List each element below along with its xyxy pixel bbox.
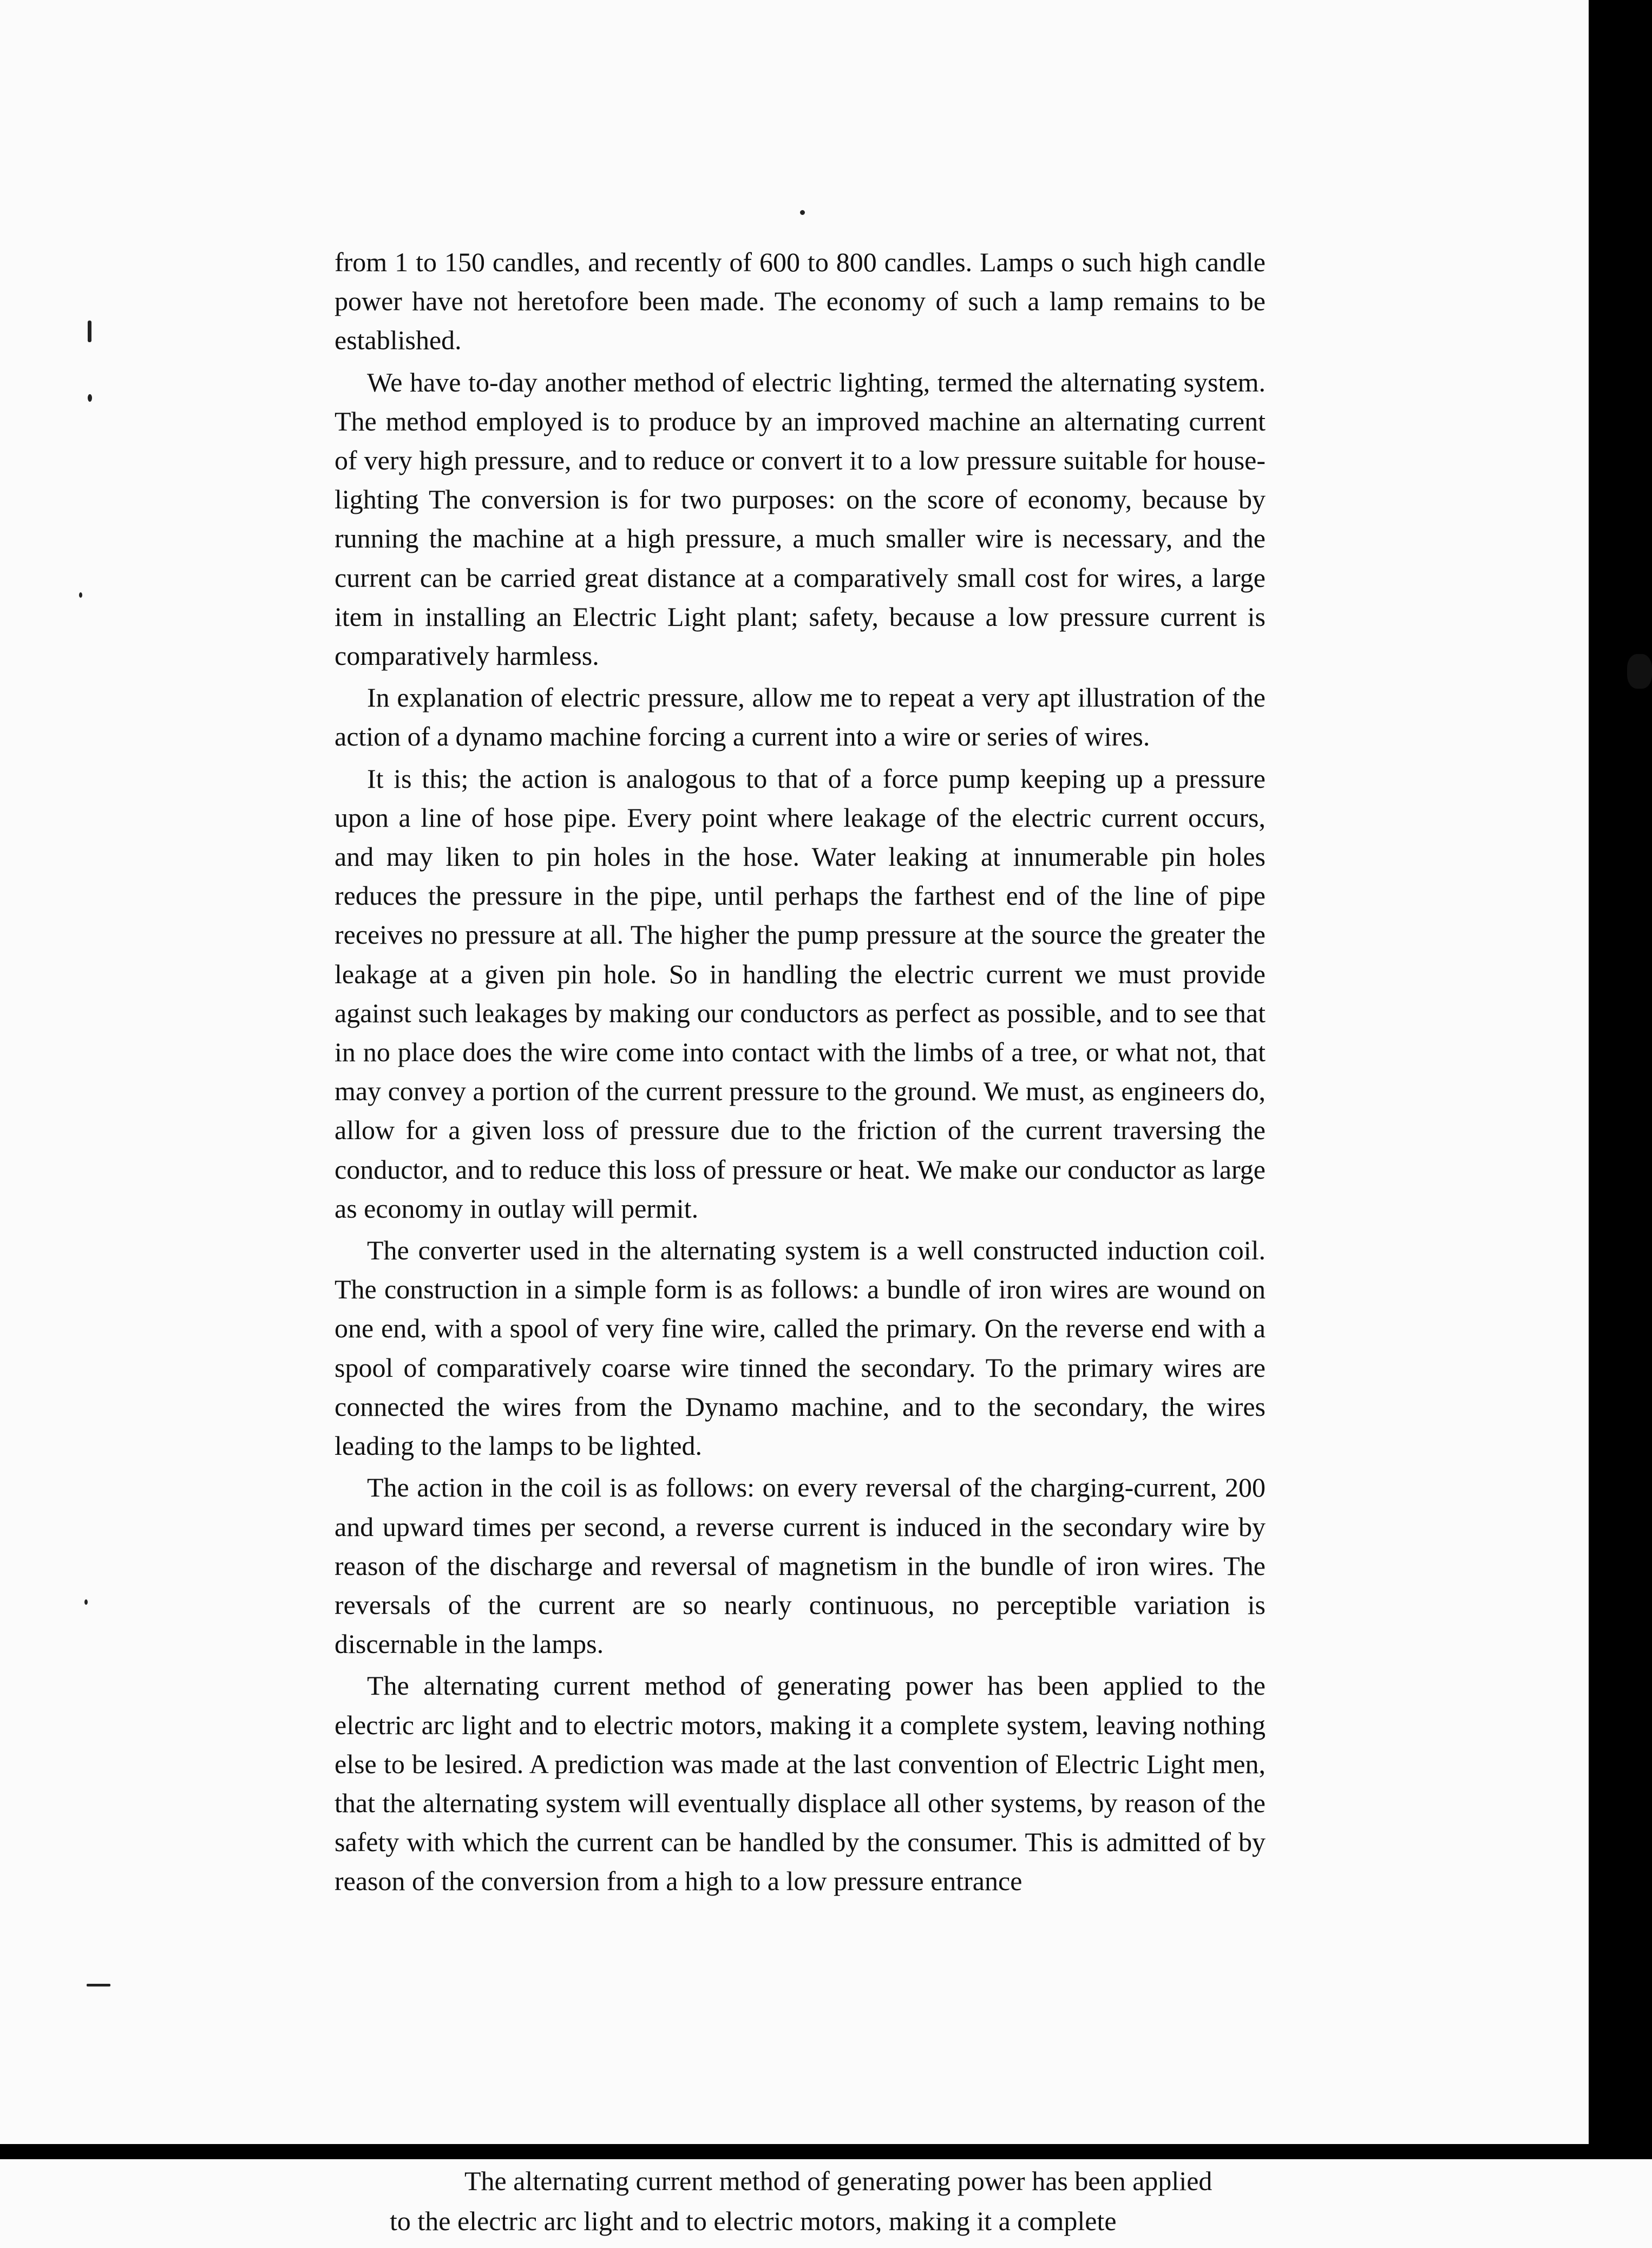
strip-line: to the electric arc light and to electric motors, making it a complete [390, 2206, 1117, 2236]
paragraph: The action in the coil is as follows: on every reversal of the charging-current, 200 and upward times per second, a reverse current is induced in the secondary wire by reason of the discharge and reversal of magnetism in the bundle of iron wires. The reversals of the current are so nearly continuous, no perceptible variation is discernable in the lamps. [335, 1472, 1266, 1659]
scan-speck [84, 1599, 88, 1605]
edge-scan-mark [1627, 654, 1652, 689]
scan-speck [79, 592, 82, 598]
scan-speck [800, 210, 805, 215]
scan-speck [87, 1984, 110, 1986]
document-body [335, 243, 1266, 1901]
paragraph: In explanation of electric pressure, allow me to repeat a very apt illustration of the action of a dynamo machine forcing a current into a wire or series of wires. [335, 682, 1266, 752]
scan-speck [88, 321, 91, 342]
paragraph: from 1 to 150 candles, and recently of 600 to 800 candles. Lamps o such high candle power have not heretofore been made. The economy of such a lamp remains to be established. [335, 247, 1266, 356]
paragraph: The alternating current method of generating power has been applied to the electric arc light and to electric motors, making it a complete system, leaving nothing else to be lesired. A prediction was made at the last convention of Electric Light men, that the alternating system will eventually displace all other systems, by reason of the safety with which the current can be handled by the consumer. This is admitted of by reason of the conversion from a high to a low pressure entrance [335, 1670, 1266, 1897]
paragraph: It is this; the action is analogous to that of a force pump keeping up a pressure upon a line of hose pipe. Every point where leakage of the electric current occurs, and may liken to pin holes in the hose. Water leaking at innumerable pin holes reduces the pressure in the pipe, until perhaps the farthest end of the line of pipe receives no pressure at all. The higher the pump pressure at the source the greater the leakage at a given pin hole. So in handling the electric current we must provide against such leakages by making our conductors as perfect as possible, and to see that in no place does the wire come into contact with the limbs of a tree, or what not, that may convey a portion of the current pressure to the ground. We must, as engineers do, allow for a given loss of pressure due to the friction of the current traversing the conductor, and to reduce this loss of pressure or heat. We make our conductor as large as economy in outlay will permit. [335, 763, 1266, 1224]
paragraph: We have to-day another method of electric lighting, termed the alternating system. The method employed is to produce by an improved machine an alternating current of very high pressure, and to reduce or convert it to a low pressure suitable for house-lighting The conversion is for two purposes: on the score of economy, because by running the machine at a high pressure, a much smaller wire is necessary, and the current can be carried great distance at a comparatively small cost for wires, a large item in installing an Electric Light plant; safety, because a low pressure current is comparatively harmless. [335, 367, 1266, 671]
overlap-strip [0, 2159, 1652, 2248]
strip-line: The alternating current method of generating power has been applied [464, 2166, 1212, 2196]
paragraph: The converter used in the alternating system is a well constructed induction coil. The construction in a simple form is as follows: a bundle of iron wires are wound on one end, with a spool of very fine wire, called the primary. On the reverse end with a spool of comparatively coarse wire tinned the secondary. To the primary wires are connected the wires from the Dynamo machine, and to the secondary, the wires leading to the lamps to be lighted. [335, 1235, 1266, 1461]
scan-speck [88, 394, 92, 402]
